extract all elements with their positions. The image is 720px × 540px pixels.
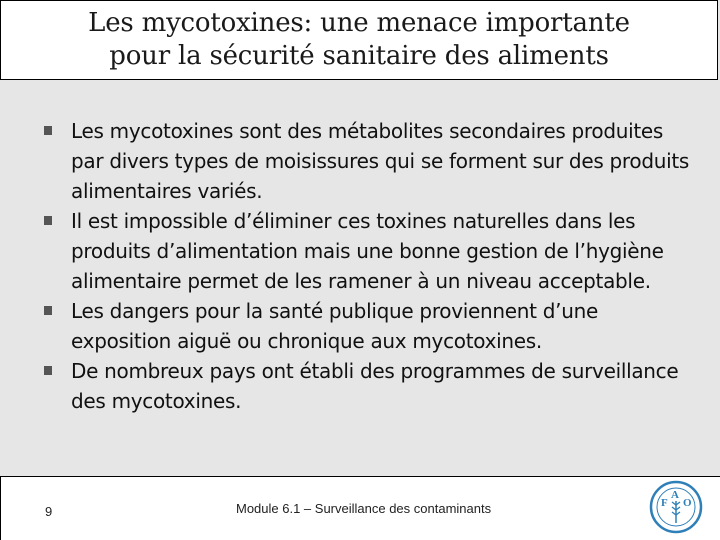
square-bullet-icon — [44, 366, 52, 375]
module-caption: Module 6.1 – Surveillance des contaminants — [236, 501, 492, 516]
bullet-item — [44, 296, 694, 356]
fao-logo-icon — [649, 479, 703, 539]
bullet-text: De nombreux pays ont établi des programmes de surveillance des mycotoxines. — [71, 359, 679, 413]
page-number: 9 — [45, 504, 53, 519]
svg-text:F: F — [661, 497, 668, 509]
bullet-item — [44, 206, 694, 296]
bullet-item — [44, 116, 694, 206]
square-bullet-icon — [44, 126, 52, 135]
square-bullet-icon — [44, 216, 52, 225]
slide-title-line-2: pour la sécurité sanitaire des aliments — [109, 41, 609, 71]
bullet-list — [44, 116, 694, 416]
bullet-text: Les dangers pour la santé publique proviennent d’une exposition aiguë ou chronique aux mycotoxines. — [71, 299, 598, 353]
slide-footer — [0, 476, 720, 540]
svg-text:O: O — [683, 497, 692, 509]
svg-text:A: A — [671, 489, 679, 501]
bullet-text: Les mycotoxines sont des métabolites secondaires produites par divers types de moisissures qui se forment sur des produits alimentaires variés. — [71, 119, 690, 203]
slide-title-line-1: Les mycotoxines: une menace importante — [88, 8, 630, 38]
slide-title — [0, 0, 718, 80]
bullet-item — [44, 356, 694, 416]
bullet-text: Il est impossible d’éliminer ces toxines naturelles dans les produits d’alimentation mais une bonne gestion de l’hygiène alimentaire permet de les ramener à un niveau acceptable. — [71, 209, 664, 293]
square-bullet-icon — [44, 306, 52, 315]
